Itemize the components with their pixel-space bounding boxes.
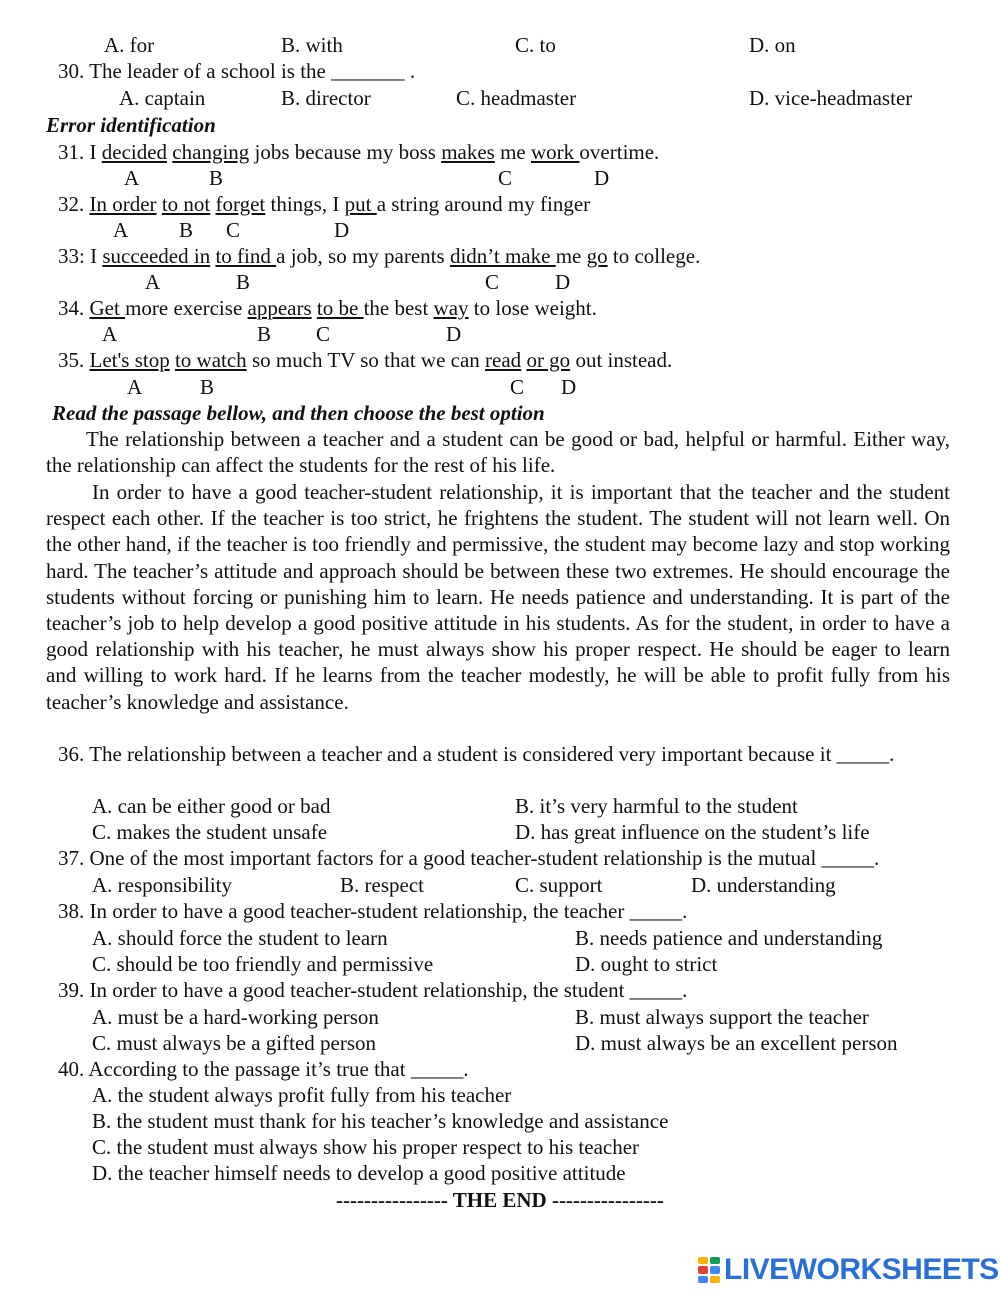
q29-option-c[interactable]: C. to — [515, 33, 556, 57]
q33-sentence: 33: I succeeded in to find a job, so my parents didn’t make me go to college. — [58, 244, 701, 268]
q30-option-d[interactable]: D. vice-headmaster — [749, 86, 913, 110]
liveworksheets-logo — [698, 1255, 999, 1285]
q32-letter-d: D — [334, 218, 350, 242]
q31-part-c[interactable]: makes — [441, 140, 495, 164]
q39-stem: 39. In order to have a good teacher-student relationship, the student _____. — [58, 978, 688, 1002]
q35-part-a[interactable]: Let's stop — [89, 348, 170, 372]
q36-stem: 36. The relationship between a teacher and a student is considered very important because it _____. — [58, 742, 895, 766]
q31-letter-a: A — [124, 166, 140, 190]
q30-option-c[interactable]: C. headmaster — [456, 86, 577, 110]
q34-sentence: 34. Get more exercise appears to be the best way to lose weight. — [58, 296, 597, 320]
q31-sentence: 31. I decided changing jobs because my boss makes me work overtime. — [58, 140, 660, 164]
q35-sentence: 35. Let's stop to watch so much TV so that we can read or go out instead. — [58, 348, 673, 372]
q32-letter-c: C — [226, 218, 241, 242]
liveworksheets-logo-icon — [698, 1257, 720, 1283]
q30-option-a[interactable]: A. captain — [119, 86, 206, 110]
q40-option-a[interactable]: A. the student always profit fully from his teacher — [92, 1083, 512, 1107]
q32-part-a[interactable]: In order — [89, 192, 157, 216]
q37-option-a[interactable]: A. responsibility — [92, 873, 232, 897]
q34-part-a[interactable]: Get — [89, 296, 126, 320]
q36-option-a[interactable]: A. can be either good or bad — [92, 794, 331, 818]
q35-part-b[interactable]: to watch — [174, 348, 247, 372]
q32-part-c[interactable]: forget — [215, 192, 266, 216]
q34-part-d[interactable]: way — [433, 296, 469, 320]
q39-option-c[interactable]: C. must always be a gifted person — [92, 1031, 377, 1055]
passage-paragraph-1: The relationship between a teacher and a student can be good or bad, helpful or harmful. Either way, the relationship can affect the students for the rest of his life. — [46, 427, 950, 478]
section-heading-error-identification: Error identification — [46, 113, 216, 137]
q38-stem: 38. In order to have a good teacher-student relationship, the teacher _____. — [58, 899, 688, 923]
q33-part-d[interactable]: go — [586, 244, 608, 268]
q38-option-a[interactable]: A. should force the student to learn — [92, 926, 388, 950]
q35-letter-a: A — [127, 375, 143, 399]
q37-option-d[interactable]: D. understanding — [691, 873, 836, 897]
q32-letter-b: B — [179, 218, 194, 242]
q38-option-b[interactable]: B. needs patience and understanding — [575, 926, 883, 950]
q40-option-b[interactable]: B. the student must thank for his teacher’s knowledge and assistance — [92, 1109, 669, 1133]
q38-option-c[interactable]: C. should be too friendly and permissive — [92, 952, 434, 976]
q33-letter-c: C — [485, 270, 500, 294]
q37-option-b[interactable]: B. respect — [340, 873, 424, 897]
q33-letter-a: A — [145, 270, 161, 294]
q31-letter-c: C — [498, 166, 513, 190]
q33-part-b[interactable]: to find — [215, 244, 277, 268]
q29-option-a[interactable]: A. for — [104, 33, 155, 57]
q30-stem: 30. The leader of a school is the _______ . — [58, 59, 416, 83]
q29-option-d[interactable]: D. on — [749, 33, 796, 57]
section-heading-reading: Read the passage bellow, and then choose the best option — [52, 401, 545, 425]
q33-letter-b: B — [236, 270, 251, 294]
q31-letter-b: B — [209, 166, 224, 190]
q40-option-c[interactable]: C. the student must always show his proper respect to his teacher — [92, 1135, 640, 1159]
q34-letter-a: A — [102, 322, 118, 346]
q36-option-d[interactable]: D. has great influence on the student’s life — [515, 820, 870, 844]
q39-option-a[interactable]: A. must be a hard-working person — [92, 1005, 379, 1029]
q31-part-d[interactable]: work — [531, 140, 580, 164]
passage-paragraph-2: In order to have a good teacher-student relationship, it is important that the teacher and the student respect each other. If the teacher is too strict, he frightens the student. The student will not learn well. On the other hand, if the teacher is too friendly and permissive, the student may become lazy and stop working hard. The teacher’s attitude and approach should be between these two extremes. He should encourage the students without forcing or punishing him to learn. He needs patience and understanding. It is part of the teacher’s job to help develop a good positive attitude in his students. As for the student, in order to have a good relationship with his teacher, he must always show his proper respect. He should be eager to learn and willing to work hard. If he learns from the teacher modestly, he will be able to profit fully from his teacher’s knowledge and assistance. — [46, 480, 950, 714]
q34-letter-d: D — [446, 322, 462, 346]
q29-option-b[interactable]: B. with — [281, 33, 343, 57]
q33-part-c[interactable]: didn’t make — [449, 244, 556, 268]
q36-option-b[interactable]: B. it’s very harmful to the student — [515, 794, 798, 818]
q38-option-d[interactable]: D. ought to strict — [575, 952, 718, 976]
q30-option-b[interactable]: B. director — [281, 86, 371, 110]
q39-option-b[interactable]: B. must always support the teacher — [575, 1005, 869, 1029]
q37-option-c[interactable]: C. support — [515, 873, 603, 897]
q39-option-d[interactable]: D. must always be an excellent person — [575, 1031, 898, 1055]
q31-letter-d: D — [594, 166, 610, 190]
q40-stem: 40. According to the passage it’s true that _____. — [58, 1057, 469, 1081]
q32-part-b[interactable]: to not — [161, 192, 211, 216]
q34-part-c[interactable]: to be — [316, 296, 364, 320]
q35-letter-c: C — [510, 375, 525, 399]
q37-stem: 37. One of the most important factors for a good teacher-student relationship is the mutual _____. — [58, 846, 880, 870]
q31-part-a[interactable]: decided — [101, 140, 168, 164]
liveworksheets-logo-text: LIVEWORKSHEETS — [724, 1253, 999, 1286]
q31-part-b[interactable]: changing — [172, 140, 250, 164]
q35-part-d[interactable]: or go — [526, 348, 571, 372]
q34-letter-b: B — [257, 322, 272, 346]
q32-sentence: 32. In order to not forget things, I put a string around my finger — [58, 192, 591, 216]
q35-letter-b: B — [200, 375, 215, 399]
q35-letter-d: D — [561, 375, 577, 399]
q36-option-c[interactable]: C. makes the student unsafe — [92, 820, 328, 844]
q34-letter-c: C — [316, 322, 331, 346]
q33-letter-d: D — [555, 270, 571, 294]
q32-part-d[interactable]: put — [344, 192, 377, 216]
q33-part-a[interactable]: succeeded in — [102, 244, 211, 268]
the-end-marker: ---------------- THE END ---------------- — [336, 1188, 664, 1212]
q34-part-b[interactable]: appears — [247, 296, 312, 320]
q32-letter-a: A — [113, 218, 129, 242]
q35-part-c[interactable]: read — [485, 348, 522, 372]
q40-option-d[interactable]: D. the teacher himself needs to develop a good positive attitude — [92, 1161, 626, 1185]
